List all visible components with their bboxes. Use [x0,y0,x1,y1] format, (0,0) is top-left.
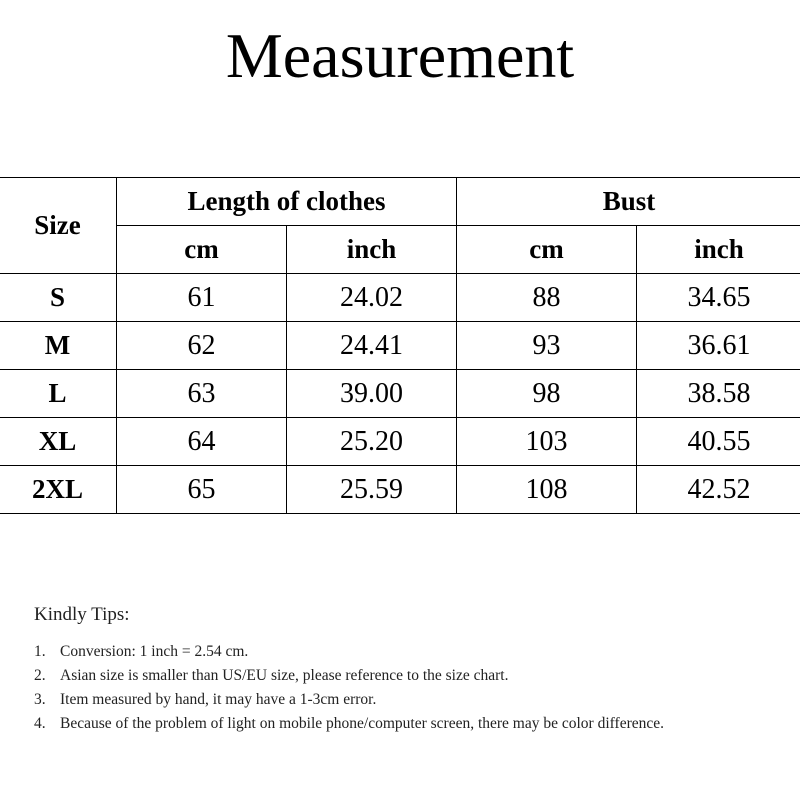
tip-text: Item measured by hand, it may have a 1-3cm error. [60,691,377,708]
length-group-header: Length of clothes [117,178,457,226]
bust-group-header: Bust [457,178,800,226]
length-inch-cell: 39.00 [287,370,457,418]
tip-text: Conversion: 1 inch = 2.54 cm. [60,643,249,660]
length-cm-cell: 65 [117,466,287,514]
size-cell: L [0,370,117,418]
size-column-header: Size [0,178,117,274]
length-inch-cell: 25.20 [287,418,457,466]
bust-inch-cell: 34.65 [637,274,800,322]
bust-inch-header: inch [637,226,800,274]
bust-inch-cell: 38.58 [637,370,800,418]
bust-cm-cell: 93 [457,322,637,370]
tips-title: Kindly Tips: [34,604,130,625]
list-item [34,688,700,712]
table-unit-row [0,226,800,274]
size-cell: M [0,322,117,370]
bust-cm-cell: 103 [457,418,637,466]
length-cm-cell: 63 [117,370,287,418]
tip-number: 3. [34,691,46,708]
size-chart-table [0,177,800,514]
bust-cm-cell: 88 [457,274,637,322]
table-row [0,322,800,370]
length-inch-cell: 24.41 [287,322,457,370]
tip-number: 4. [34,715,46,732]
page-title: Measurement [225,20,575,91]
length-inch-cell: 25.59 [287,466,457,514]
bust-inch-cell: 40.55 [637,418,800,466]
size-cell: S [0,274,117,322]
length-inch-cell: 24.02 [287,274,457,322]
table-row [0,418,800,466]
kindly-tips [34,604,774,736]
bust-cm-cell: 98 [457,370,637,418]
table-row [0,370,800,418]
length-cm-cell: 62 [117,322,287,370]
bust-inch-cell: 36.61 [637,322,800,370]
tip-number: 1. [34,643,46,660]
list-item [34,640,700,664]
size-cell: XL [0,418,117,466]
table-row [0,466,800,514]
size-cell: 2XL [0,466,117,514]
length-cm-cell: 64 [117,418,287,466]
tip-number: 2. [34,667,46,684]
length-cm-header: cm [117,226,287,274]
list-item [34,712,700,736]
length-inch-header: inch [287,226,457,274]
list-item [34,664,700,688]
table-header-row [0,178,800,226]
bust-inch-cell: 42.52 [637,466,800,514]
bust-cm-cell: 108 [457,466,637,514]
length-cm-cell: 61 [117,274,287,322]
tip-text: Because of the problem of light on mobile phone/computer screen, there may be color difference. [60,715,664,732]
bust-cm-header: cm [457,226,637,274]
tip-text: Asian size is smaller than US/EU size, please reference to the size chart. [60,667,509,684]
table-row [0,274,800,322]
tips-list [34,640,774,736]
